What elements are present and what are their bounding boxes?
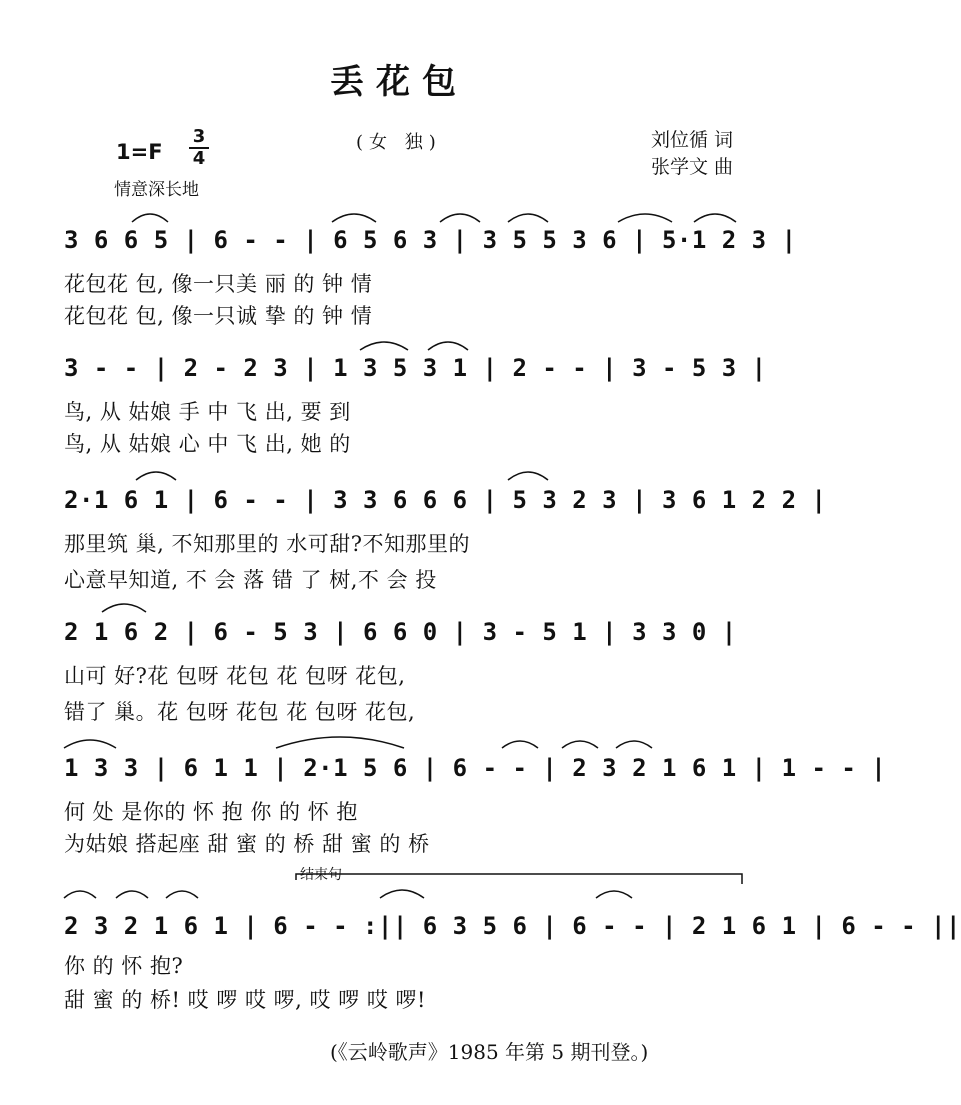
time-signature-bottom: 4	[192, 148, 206, 169]
notation-line-5: 1 3 3 | 6 1 1 | 2·1 5 6 | 6 - - | 2 3 2 1 6 1 | 1 - - |	[64, 754, 887, 782]
lyric-line-2-verse-2: 鸟, 从 姑娘 心 中 飞 出, 她 的	[64, 432, 351, 456]
lyric-line-3-verse-1: 那里筑 巢, 不知那里的 水可甜?不知那里的	[64, 532, 470, 556]
slur	[360, 342, 408, 350]
performance-note: (女 独)	[356, 132, 442, 153]
slur	[276, 737, 404, 748]
lyric-line-6-verse-1: 你 的 怀 抱?	[64, 954, 184, 978]
lyric-line-4-verse-1: 山可 好?花 包呀 花包 花 包呀 花包,	[64, 664, 406, 688]
notation-line-4: 2 1 6 2 | 6 - 5 3 | 6 6 0 | 3 - 5 1 | 3 3 0 |	[64, 618, 737, 646]
slur	[618, 214, 672, 222]
slur	[562, 741, 598, 748]
notation-line-1: 3 6 6 5 | 6 - - | 6 5 6 3 | 3 5 5 3 6 | 5·1 2 3 |	[64, 226, 797, 254]
lyric-line-3-verse-2: 心意早知道, 不 会 落 错 了 树,不 会 投	[64, 568, 437, 592]
slur	[428, 342, 468, 350]
lyric-line-2-verse-1: 鸟, 从 姑娘 手 中 飞 出, 要 到	[64, 400, 351, 424]
slur	[64, 891, 96, 898]
lyric-line-6-verse-2: 甜 蜜 的 桥! 哎 啰 哎 啰, 哎 啰 哎 啰!	[64, 988, 426, 1012]
slur	[102, 604, 146, 612]
slur	[596, 891, 632, 898]
lyric-line-4-verse-2: 错了 巢。花 包呀 花包 花 包呀 花包,	[64, 700, 416, 724]
lyric-line-5-verse-2: 为姑娘 搭起座 甜 蜜 的 桥 甜 蜜 的 桥	[64, 832, 430, 856]
lyric-line-1-verse-2: 花包花 包, 像一只诚 挚 的 钟 情	[64, 304, 373, 328]
notation-line-6: 2 3 2 1 6 1 | 6 - - :|| 6 3 5 6 | 6 - - | 2 1 6 1 | 6 - - ||	[64, 912, 961, 940]
slur	[440, 214, 480, 222]
slur	[116, 891, 148, 898]
lyricist-credit: 刘位循 词	[651, 129, 734, 151]
slur	[380, 890, 424, 898]
composer-credit: 张学文 曲	[651, 156, 734, 178]
notation-line-2: 3 - - | 2 - 2 3 | 1 3 5 3 1 | 2 - - | 3 - 5 3 |	[64, 354, 767, 382]
song-title: 丢花包	[330, 62, 468, 102]
slur	[132, 214, 168, 222]
ending-bracket	[296, 874, 742, 884]
slur	[616, 741, 652, 748]
tempo-marking: 情意深长地	[114, 180, 199, 200]
slur	[166, 891, 198, 898]
slur	[508, 214, 548, 222]
key-signature: 1=F	[116, 140, 163, 164]
slur	[332, 214, 376, 222]
time-signature-top: 3	[192, 126, 206, 147]
notation-line-3: 2·1 6 1 | 6 - - | 3 3 6 6 6 | 5 3 2 3 | 3 6 1 2 2 |	[64, 486, 827, 514]
source-note: (《云岭歌声》1985 年第 5 期刊登。)	[330, 1040, 649, 1064]
lyric-line-5-verse-1: 何 处 是你的 怀 抱 你 的 怀 抱	[64, 800, 358, 824]
ending-label: 结束句	[300, 867, 342, 883]
slur	[694, 214, 736, 222]
lyric-line-1-verse-1: 花包花 包, 像一只美 丽 的 钟 情	[64, 272, 373, 296]
slur	[136, 472, 176, 480]
slur	[64, 740, 116, 748]
slur	[502, 741, 538, 748]
slur	[508, 472, 548, 480]
